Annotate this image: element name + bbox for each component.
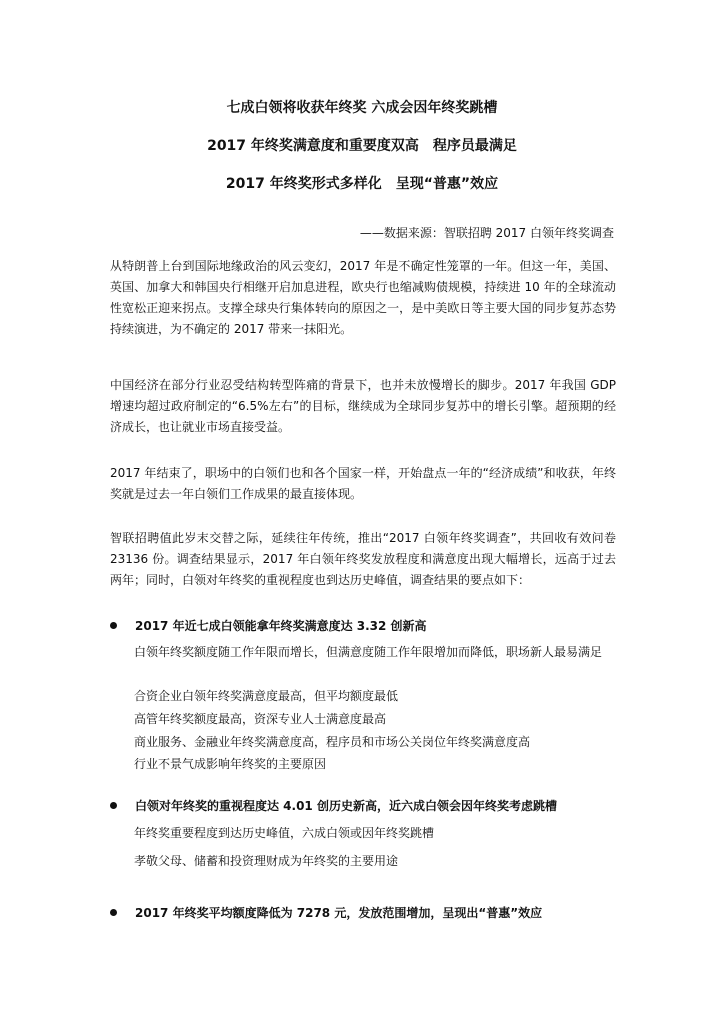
- key-point-heading: 2017 年近七成白领能拿年终奖满意度达 3.32 创新高: [135, 619, 427, 633]
- paragraph-survey: 智联招聘值此岁末交替之际，延续往年传统，推出“2017 白领年终奖调查”，共回收有效问卷 23136 份。调查结果显示，2017 年白领年终奖发放程度和满意度出现大幅增长，远高于过去两年；同时，白领对年终奖的重视程度也到达历史峰值，调查结果的要点如下：: [110, 531, 616, 587]
- key-point-detail: 合资企业白领年终奖满意度最高，但平均额度最低: [134, 689, 399, 703]
- key-point-detail: 商业服务、金融业年终奖满意度高，程序员和市场公关岗位年终奖满意度高: [134, 735, 531, 749]
- bullet-icon: [110, 622, 117, 629]
- paragraph-intro: 从特朗普上台到国际地缘政治的风云变幻，2017 年是不确定性笼罩的一年。但这一年，美国、英国、加拿大和韩国央行相继开启加息进程，欧央行也缩减购债规模，持续进 10 年的全球流动性宽松正迎来拐点。支撑全球央行集体转向的原因之一，是中美欧日等主要大国的同步复苏态势持续演进，为不确定的 2017 带来一抹阳光。: [110, 259, 616, 336]
- key-point-detail: 孝敬父母、储蓄和投资理财成为年终奖的主要用途: [134, 854, 399, 868]
- headline-2: 2017 年终奖满意度和重要度双高 程序员最满足: [207, 138, 517, 154]
- headline-1: 七成白领将收获年终奖 六成会因年终奖跳槽: [226, 100, 498, 116]
- paragraph-year-end: 2017 年结束了，职场中的白领们也和各个国家一样，开始盘点一年的“经济成绩”和收获，年终奖就是过去一年白领们工作成果的最直接体现。: [110, 466, 616, 501]
- key-point-detail: 高管年终奖额度最高，资深专业人士满意度最高: [134, 712, 387, 726]
- key-point-detail: 年终奖重要程度到达历史峰值，六成白领或因年终奖跳槽: [134, 826, 435, 840]
- key-point-2: [110, 796, 616, 816]
- data-source-note: ——数据来源：智联招聘 2017 白领年终奖调查: [359, 226, 614, 240]
- paragraph-economy: 中国经济在部分行业忍受结构转型阵痛的背景下，也并未放慢增长的脚步。2017 年我国 GDP 增速均超过政府制定的“6.5%左右”的目标，继续成为全球同步复苏中的增长引擎。超预期的经济成长，也让就业市场直接受益。: [110, 378, 616, 434]
- key-point-detail: 白领年终奖额度随工作年限而增长，但满意度随工作年限增加而降低，职场新人最易满足: [134, 645, 603, 659]
- key-point-3: [110, 903, 616, 923]
- key-point-heading: 2017 年终奖平均额度降低为 7278 元，发放范围增加，呈现出“普惠”效应: [135, 906, 543, 920]
- bullet-icon: [110, 802, 117, 809]
- bullet-icon: [110, 909, 117, 916]
- key-point-detail: 行业不景气成影响年终奖的主要原因: [134, 757, 327, 771]
- key-point-1: [110, 616, 616, 636]
- key-point-heading: 白领对年终奖的重视程度达 4.01 创历史新高，近六成白领会因年终奖考虑跳槽: [135, 799, 557, 813]
- headline-3: 2017 年终奖形式多样化 呈现“普惠”效应: [225, 176, 499, 192]
